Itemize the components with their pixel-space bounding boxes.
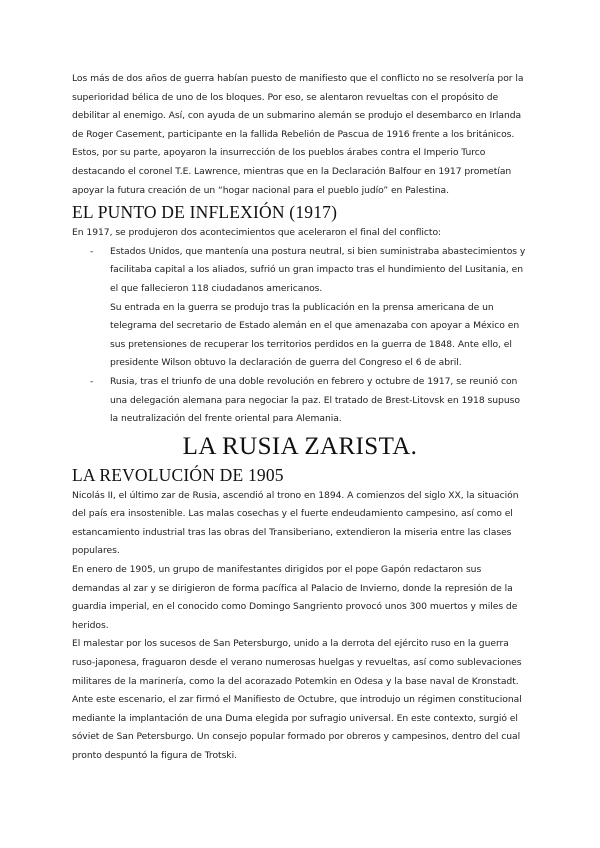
body-paragraph: En enero de 1905, un grupo de manifestantes dirigidos por el pope Gapón redactaron sus demandas al zar y se dirigieron de forma pacífica al Palacio de Invierno, donde la represión de la guardia imperial, en el conocido como Domingo Sangriento provocó unos 300 muertos y miles de heridos. [72, 564, 518, 631]
list-item-united-states [72, 243, 528, 373]
body-paragraph: Ante este escenario, el zar firmó el Manifiesto de Octubre, que introdujo un régimen constitucional mediante la implantación de una Duma elegida por sufragio universal. En este contexto, surgió el sóviet de San Petersburgo. Un consejo popular formado por obreros y campesinos, dentro del cual pronto despuntó la figura de Trotski. [72, 694, 522, 761]
intro-paragraph-2: Estos, por su parte, apoyaron la insurrección de los pueblos árabes contra el Imperio Turco destacando el coronel T.E. Lawrence, mientras que en la Declaración Balfour en 1917 prometían apoyar la futura creación de un “hogar nacional para el pueblo judío” en Palestina. [72, 147, 512, 196]
body-paragraph: Nicolás II, el último zar de Rusia, ascendió al trono en 1894. A comienzos del siglo XX, la situación del país era insostenible. Las malas cosechas y el fuerte endeudamiento campesino, así como el estancamiento industrial tras las obras del Transiberiano, extendieron la miseria entre las clases populares. [72, 489, 519, 557]
list-item-paragraph: Estados Unidos, que mantenía una postura neutral, si bien suministraba abastecimientos y facilitaba capital a los aliados, sufrió un gran impacto tras el hundimiento del Lusitania, en el que fallecieron 118 ciudadanos americanos. [110, 245, 526, 294]
list-item-paragraph: Rusia, tras el triunfo de una doble revolución en febrero y octubre de 1917, se reunió con una delegación alemana para negociar la paz. El tratado de Brest-Litovsk en 1918 supuso la neutralización del frente oriental para Alemania. [110, 375, 520, 425]
section-lead-paragraph: En 1917, se produjeron dos acontecimientos que aceleraron el final del conflicto: [72, 227, 442, 239]
body-paragraph: El malestar por los sucesos de San Petersburgo, unido a la derrota del ejército ruso en la guerra ruso-japonesa, fraguaron desde el verano numerosas huelgas y revueltas, así como sublevaciones militares de la marinería, como la del acorazado Potemkin en Odesa y la base naval de Kronstadt. [72, 638, 522, 687]
section-heading-turning-point: EL PUNTO DE INFLEXIÓN (1917) [72, 202, 338, 223]
events-list [72, 243, 528, 429]
list-item-russia [72, 373, 528, 429]
main-title: LA RUSIA ZARISTA. [182, 432, 418, 460]
section-heading-revolution-1905: LA REVOLUCIÓN DE 1905 [72, 464, 284, 485]
intro-paragraph-1: Los más de dos años de guerra habían puesto de manifiesto que el conflicto no se resolvería por la superioridad bélica de uno de los bloques. Por eso, se alentaron revueltas con el propósito de debilitar al enemigo. Así, con ayuda de un submarino alemán se produjo el desembarco en Irlanda de Roger Casement, participante en la fallida Rebelión de Pascua de 1916 frente a los británicos. [72, 73, 524, 140]
list-item-paragraph: Su entrada en la guerra se produjo tras la publicación en la prensa americana de un telegrama del secretario de Estado alemán en el que amenazaba con apoyar a México en sus pretensiones de recuperar los territorios perdidos en la guerra de 1848. Ante ello, el presidente Wilson obtuvo la declaración de guerra del Congreso el 6 de abril. [110, 301, 520, 369]
list-dash: - [90, 245, 94, 257]
list-dash: - [90, 375, 94, 387]
